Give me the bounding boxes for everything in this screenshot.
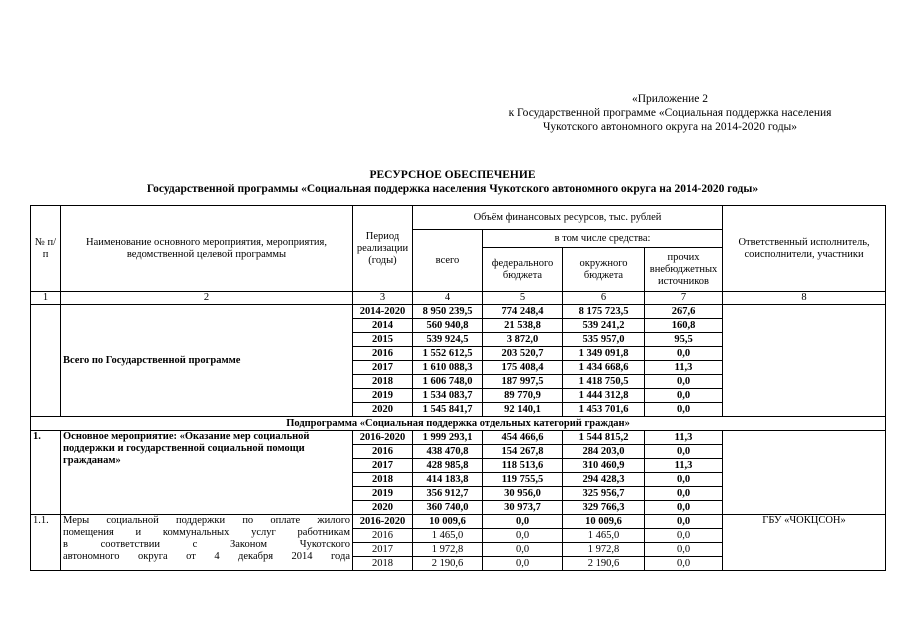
cell-federal: 0,0 xyxy=(483,529,563,543)
total-block xyxy=(31,305,886,417)
cell-other: 0,0 xyxy=(645,473,723,487)
cell-other: 95,5 xyxy=(645,333,723,347)
responsible-cell xyxy=(723,431,886,515)
cell-total: 1 606 748,0 xyxy=(413,375,483,389)
appendix-line-1: «Приложение 2 xyxy=(631,93,709,105)
cell-other: 0,0 xyxy=(645,347,723,361)
cell-other: 11,3 xyxy=(645,431,723,445)
cell-district: 1 349 091,8 xyxy=(563,347,645,361)
cell-district: 1 453 701,6 xyxy=(563,403,645,417)
cell-total: 2 190,6 xyxy=(413,557,483,571)
title-line-2: Государственной программы «Социальная поддержка населения Чукотского автономного округа на 2014-2020 годы» xyxy=(146,183,759,195)
appendix-line-3: Чукотского автономного округа на 2014-2020 годы» xyxy=(542,121,798,133)
col-num-8: 8 xyxy=(723,292,886,305)
cell-other: 0,0 xyxy=(645,529,723,543)
header-num: № п/п xyxy=(31,206,61,292)
cell-other: 0,0 xyxy=(645,403,723,417)
cell-federal: 175 408,4 xyxy=(483,361,563,375)
cell-district: 325 956,7 xyxy=(563,487,645,501)
col-num-6: 6 xyxy=(563,292,645,305)
header-period: Период реализации (годы) xyxy=(353,206,413,292)
item-name xyxy=(61,515,353,571)
cell-federal: 3 872,0 xyxy=(483,333,563,347)
subprogram-row xyxy=(31,417,886,431)
cell-federal: 92 140,1 xyxy=(483,403,563,417)
cell-total: 1 534 083,7 xyxy=(413,389,483,403)
cell-period: 2016 xyxy=(353,445,413,459)
cell-other: 0,0 xyxy=(645,501,723,515)
cell-other: 11,3 xyxy=(645,361,723,375)
cell-period: 2019 xyxy=(353,487,413,501)
col-num-3: 3 xyxy=(353,292,413,305)
cell-federal: 119 755,5 xyxy=(483,473,563,487)
cell-federal: 774 248,4 xyxy=(483,305,563,319)
cell-period: 2014-2020 xyxy=(353,305,413,319)
cell-other: 0,0 xyxy=(645,375,723,389)
item-name: Всего по Государственной программе xyxy=(61,305,353,417)
cell-total: 1 552 612,5 xyxy=(413,347,483,361)
cell-period: 2020 xyxy=(353,501,413,515)
cell-period: 2017 xyxy=(353,543,413,557)
appendix-header xyxy=(470,92,870,134)
header-total: всего xyxy=(413,230,483,292)
cell-federal: 0,0 xyxy=(483,515,563,529)
cell-period: 2018 xyxy=(353,473,413,487)
cell-federal: 21 538,8 xyxy=(483,319,563,333)
cell-federal: 454 466,6 xyxy=(483,431,563,445)
cell-district: 539 241,2 xyxy=(563,319,645,333)
header-including: в том числе средства: xyxy=(483,230,723,248)
cell-other: 0,0 xyxy=(645,515,723,529)
cell-period: 2016 xyxy=(353,347,413,361)
cell-other: 0,0 xyxy=(645,389,723,403)
col-num-1: 1 xyxy=(31,292,61,305)
cell-total: 8 950 239,5 xyxy=(413,305,483,319)
cell-total: 428 985,8 xyxy=(413,459,483,473)
cell-period: 2016-2020 xyxy=(353,515,413,529)
cell-district: 1 434 668,6 xyxy=(563,361,645,375)
cell-district: 1 544 815,2 xyxy=(563,431,645,445)
measure-1-block xyxy=(31,431,886,515)
cell-period: 2018 xyxy=(353,557,413,571)
header-volume: Объём финансовых ресурсов, тыс. рублей xyxy=(413,206,723,230)
cell-period: 2019 xyxy=(353,389,413,403)
header-federal: федерального бюджета xyxy=(483,248,563,292)
cell-other: 0,0 xyxy=(645,445,723,459)
cell-federal: 89 770,9 xyxy=(483,389,563,403)
cell-total: 10 009,6 xyxy=(413,515,483,529)
cell-district: 294 428,3 xyxy=(563,473,645,487)
responsible-cell: ГБУ «ЧОКЦСОН» xyxy=(723,515,886,571)
cell-period: 2016-2020 xyxy=(353,431,413,445)
cell-other: 11,3 xyxy=(645,459,723,473)
cell-district: 1 444 312,8 xyxy=(563,389,645,403)
cell-total: 356 912,7 xyxy=(413,487,483,501)
col-num-7: 7 xyxy=(645,292,723,305)
cell-federal: 154 267,8 xyxy=(483,445,563,459)
subprogram-title: Подпрограмма «Социальная поддержка отдельных категорий граждан» xyxy=(31,417,886,431)
cell-period: 2015 xyxy=(353,333,413,347)
cell-district: 284 203,0 xyxy=(563,445,645,459)
cell-total: 560 940,8 xyxy=(413,319,483,333)
cell-district: 1 418 750,5 xyxy=(563,375,645,389)
cell-district: 8 175 723,5 xyxy=(563,305,645,319)
cell-total: 1 999 293,1 xyxy=(413,431,483,445)
cell-federal: 118 513,6 xyxy=(483,459,563,473)
column-number-row xyxy=(31,292,886,305)
cell-federal: 30 973,7 xyxy=(483,501,563,515)
value-row xyxy=(31,431,886,445)
item-name-line: автономного округа от 4 декабря 2014 года xyxy=(63,551,350,562)
cell-total: 414 183,8 xyxy=(413,473,483,487)
cell-federal: 187 997,5 xyxy=(483,375,563,389)
title-line-1: РЕСУРСНОЕ ОБЕСПЕЧЕНИЕ xyxy=(369,169,536,181)
cell-period: 2014 xyxy=(353,319,413,333)
header-other: прочих внебюджетных источников xyxy=(645,248,723,292)
cell-district: 1 465,0 xyxy=(563,529,645,543)
cell-period: 2017 xyxy=(353,459,413,473)
cell-district: 1 972,8 xyxy=(563,543,645,557)
item-name-line: Меры социальной поддержки по оплате жилого xyxy=(63,515,350,526)
cell-federal: 30 956,0 xyxy=(483,487,563,501)
document-title xyxy=(30,168,875,196)
measure-1-1-block xyxy=(31,515,886,571)
cell-other: 0,0 xyxy=(645,557,723,571)
cell-district: 329 766,3 xyxy=(563,501,645,515)
cell-total: 1 972,8 xyxy=(413,543,483,557)
item-name-line: в соответствии с Законом Чукотского xyxy=(63,539,350,550)
item-name-line: помещения и коммунальных услуг работникам xyxy=(63,527,350,538)
value-row xyxy=(31,305,886,319)
cell-total: 438 470,8 xyxy=(413,445,483,459)
col-num-5: 5 xyxy=(483,292,563,305)
cell-total: 360 740,0 xyxy=(413,501,483,515)
item-number xyxy=(31,305,61,417)
cell-other: 160,8 xyxy=(645,319,723,333)
cell-district: 2 190,6 xyxy=(563,557,645,571)
cell-district: 310 460,9 xyxy=(563,459,645,473)
cell-other: 0,0 xyxy=(645,487,723,501)
responsible-cell xyxy=(723,305,886,417)
cell-federal: 0,0 xyxy=(483,557,563,571)
cell-federal: 203 520,7 xyxy=(483,347,563,361)
header-name: Наименование основного мероприятия, мероприятия, ведомственной целевой программы xyxy=(61,206,353,292)
cell-total: 539 924,5 xyxy=(413,333,483,347)
col-num-2: 2 xyxy=(61,292,353,305)
item-name: Основное мероприятие: «Оказание мер социальной поддержки и государственной социальной помощи гражданам» xyxy=(61,431,353,515)
cell-period: 2017 xyxy=(353,361,413,375)
value-row xyxy=(31,515,886,529)
cell-federal: 0,0 xyxy=(483,543,563,557)
cell-total: 1 610 088,3 xyxy=(413,361,483,375)
cell-period: 2018 xyxy=(353,375,413,389)
cell-district: 10 009,6 xyxy=(563,515,645,529)
cell-period: 2016 xyxy=(353,529,413,543)
cell-other: 267,6 xyxy=(645,305,723,319)
cell-district: 535 957,0 xyxy=(563,333,645,347)
appendix-line-2: к Государственной программе «Социальная поддержка населения xyxy=(508,107,832,119)
item-number: 1. xyxy=(31,431,61,515)
header-responsible: Ответственный исполнитель, соисполнители, участники xyxy=(723,206,886,292)
resource-table xyxy=(30,205,886,571)
cell-period: 2020 xyxy=(353,403,413,417)
col-num-4: 4 xyxy=(413,292,483,305)
cell-total: 1 545 841,7 xyxy=(413,403,483,417)
header-district: окружного бюджета xyxy=(563,248,645,292)
cell-total: 1 465,0 xyxy=(413,529,483,543)
item-number: 1.1. xyxy=(31,515,61,571)
cell-other: 0,0 xyxy=(645,543,723,557)
